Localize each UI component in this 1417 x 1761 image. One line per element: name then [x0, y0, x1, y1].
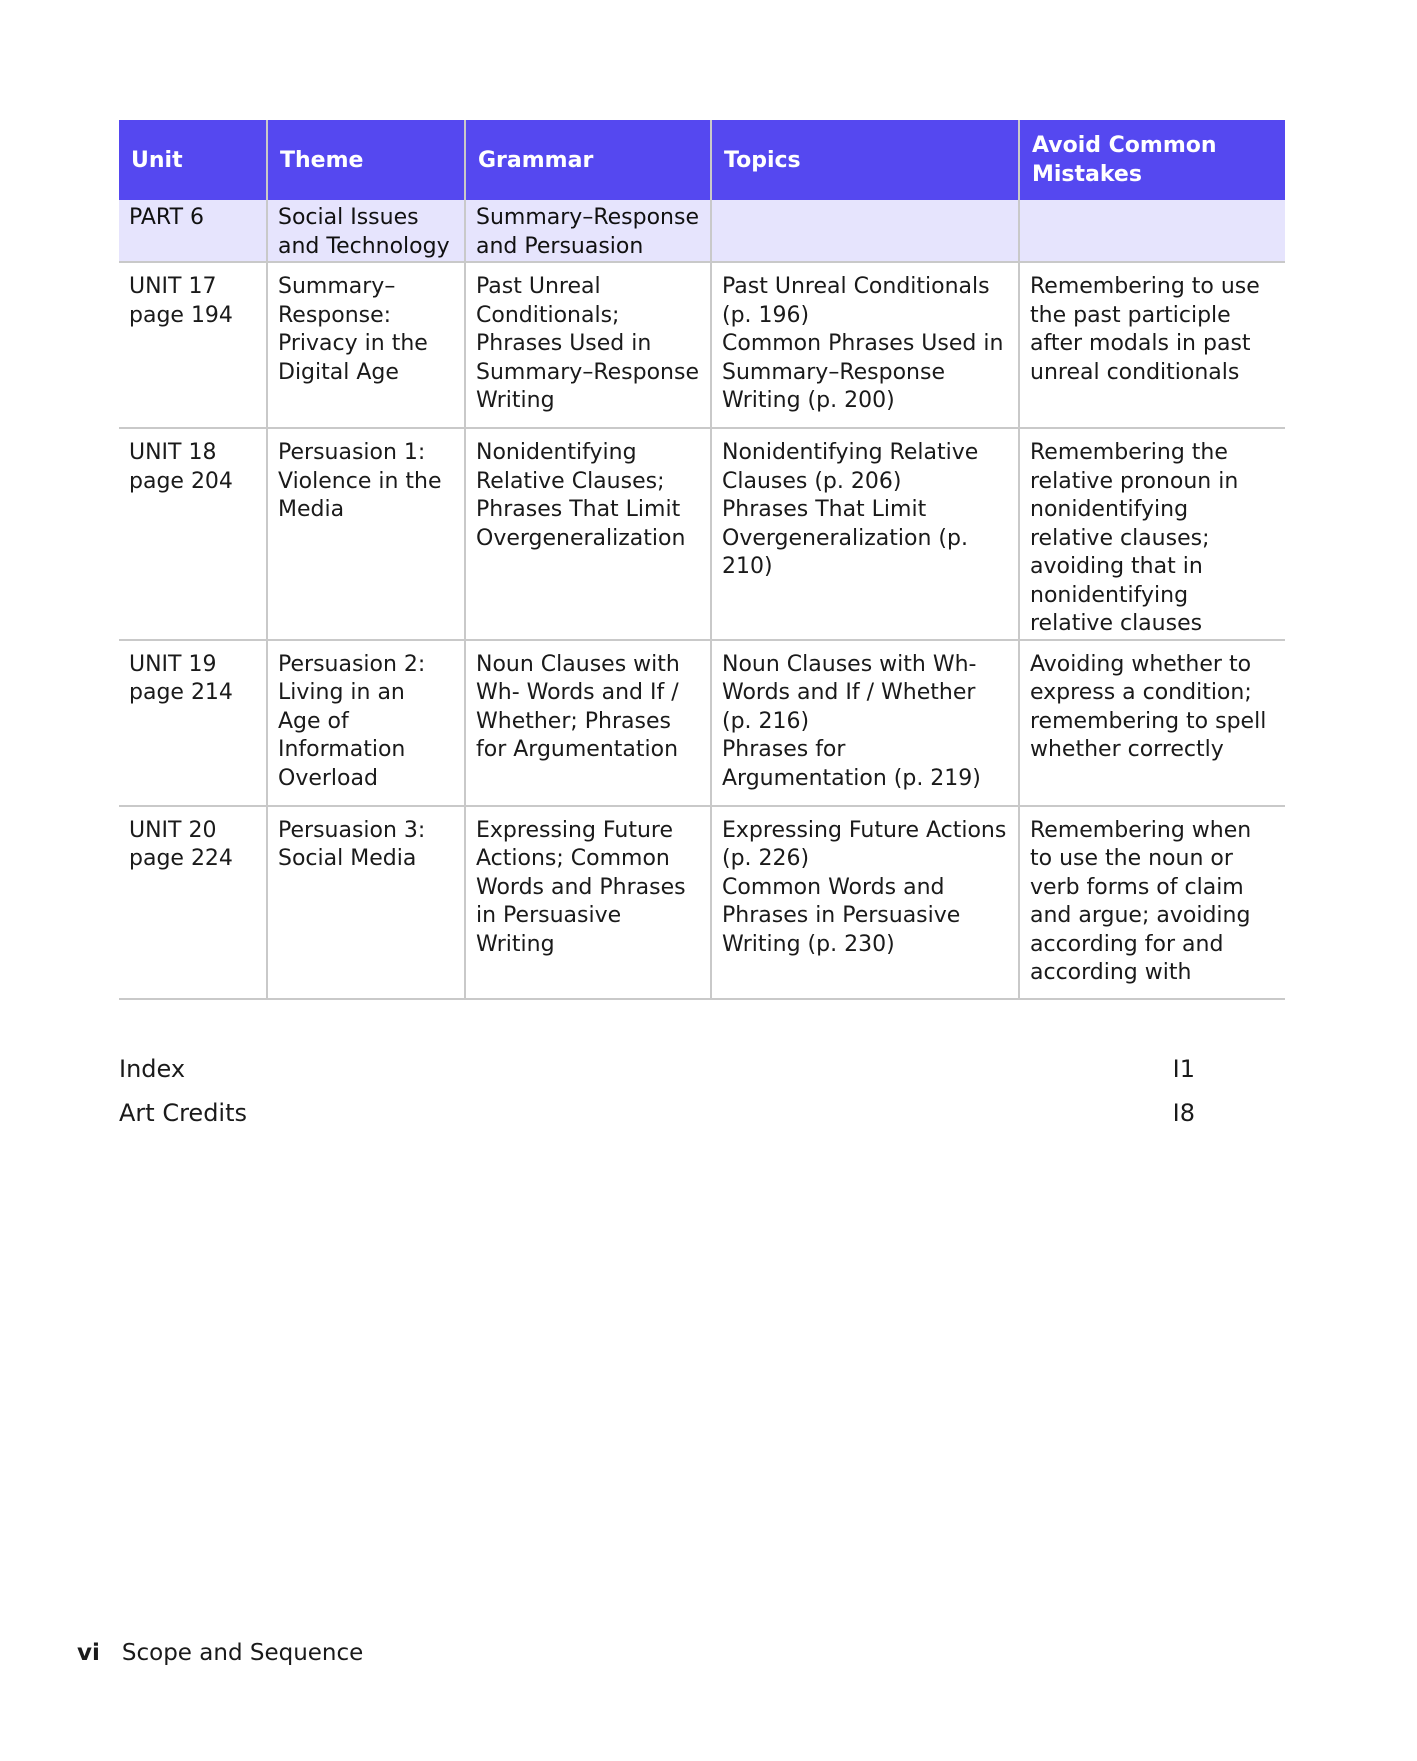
unit-cell: [119, 806, 267, 999]
mistakes-cell: Remembering the relative pronoun in nonidentifying relative clauses; avoiding that in nonidentifying relative clauses: [1019, 428, 1285, 640]
unit-page: page 224: [129, 846, 233, 871]
header-topics: Topics: [711, 120, 1019, 200]
table-row: [119, 640, 1285, 806]
unit-page: page 204: [129, 468, 233, 494]
topic-item: Common Words and Phrases in Persuasive Writing (p. 230): [722, 874, 961, 957]
unit-page: page 194: [129, 302, 233, 328]
page-footer: [77, 1636, 363, 1670]
table-row: [119, 262, 1285, 428]
topic-item: Phrases That Limit Overgeneralization (p. 210): [722, 497, 968, 579]
unit-page: page 214: [129, 680, 233, 705]
unit-number: UNIT 20: [129, 817, 217, 843]
part-topics: [711, 200, 1019, 262]
scope-and-sequence-table: [119, 120, 1285, 1000]
back-matter-entry-art-credits[interactable]: [119, 1096, 1195, 1140]
theme-cell: Summary–Response: Privacy in the Digital Age: [267, 262, 465, 428]
topics-cell: [711, 262, 1019, 428]
header-unit: Unit: [119, 120, 267, 200]
grammar-cell: Noun Clauses with Wh- Words and If / Whether; Phrases for Argumentation: [465, 640, 711, 806]
table-row: [119, 428, 1285, 640]
part-grammar: Summary–Response and Persuasion: [465, 200, 711, 262]
grammar-cell: Past Unreal Conditionals; Phrases Used in Summary–Response Writing: [465, 262, 711, 428]
unit-cell: [119, 428, 267, 640]
entry-page: I8: [1172, 1099, 1195, 1127]
theme-cell: Persuasion 1: Violence in the Media: [267, 428, 465, 640]
theme-cell: Persuasion 3: Social Media: [267, 806, 465, 999]
unit-number: UNIT 17: [129, 274, 217, 299]
topic-item: Common Phrases Used in Summary–Response Writing (p. 200): [722, 331, 1004, 413]
grammar-cell: Nonidentifying Relative Clauses; Phrases That Limit Overgeneralization: [465, 428, 711, 640]
topics-cell: [711, 640, 1019, 806]
running-footer-title: Scope and Sequence: [121, 1640, 364, 1666]
topics-cell: [711, 428, 1019, 640]
mistakes-cell: Avoiding whether to express a condition; remembering to spell whether correctly: [1019, 640, 1285, 806]
mistakes-cell: Remembering to use the past participle after modals in past unreal conditionals: [1019, 262, 1285, 428]
topic-item: Nonidentifying Relative Clauses (p. 206): [722, 440, 979, 494]
topics-cell: [711, 806, 1019, 999]
page-number: vi: [77, 1640, 100, 1666]
mistakes-cell: Remembering when to use the noun or verb forms of claim and argue; avoiding according for and according with: [1019, 806, 1285, 999]
unit-cell: [119, 262, 267, 428]
unit-number: UNIT 18: [129, 440, 217, 465]
topic-item: Noun Clauses with Wh- Words and If / Whether (p. 216): [722, 651, 977, 734]
topic-item: Expressing Future Actions (p. 226): [722, 817, 1007, 871]
header-theme: Theme: [267, 120, 465, 200]
part-theme: Social Issues and Technology: [267, 200, 465, 262]
grammar-cell: Expressing Future Actions; Common Words and Phrases in Persuasive Writing: [465, 806, 711, 999]
back-matter-entry-index[interactable]: [119, 1052, 1195, 1096]
entry-label: Index: [119, 1055, 186, 1083]
topic-item: Past Unreal Conditionals (p. 196): [722, 274, 990, 328]
part-row: [119, 200, 1285, 262]
table-row: [119, 806, 1285, 999]
entry-page: I1: [1172, 1055, 1195, 1083]
table-header-row: [119, 120, 1285, 200]
header-grammar: Grammar: [465, 120, 711, 200]
header-avoid-common-mistakes: Avoid Common Mistakes: [1019, 120, 1285, 200]
theme-cell: Persuasion 2: Living in an Age of Information Overload: [267, 640, 465, 806]
topic-item: Phrases for Argumentation (p. 219): [722, 737, 981, 791]
part-label: PART 6: [119, 200, 267, 262]
part-mistakes: [1019, 200, 1285, 262]
unit-cell: [119, 640, 267, 806]
unit-number: UNIT 19: [129, 651, 217, 677]
back-matter-list: [119, 1052, 1195, 1140]
entry-label: Art Credits: [119, 1099, 248, 1127]
